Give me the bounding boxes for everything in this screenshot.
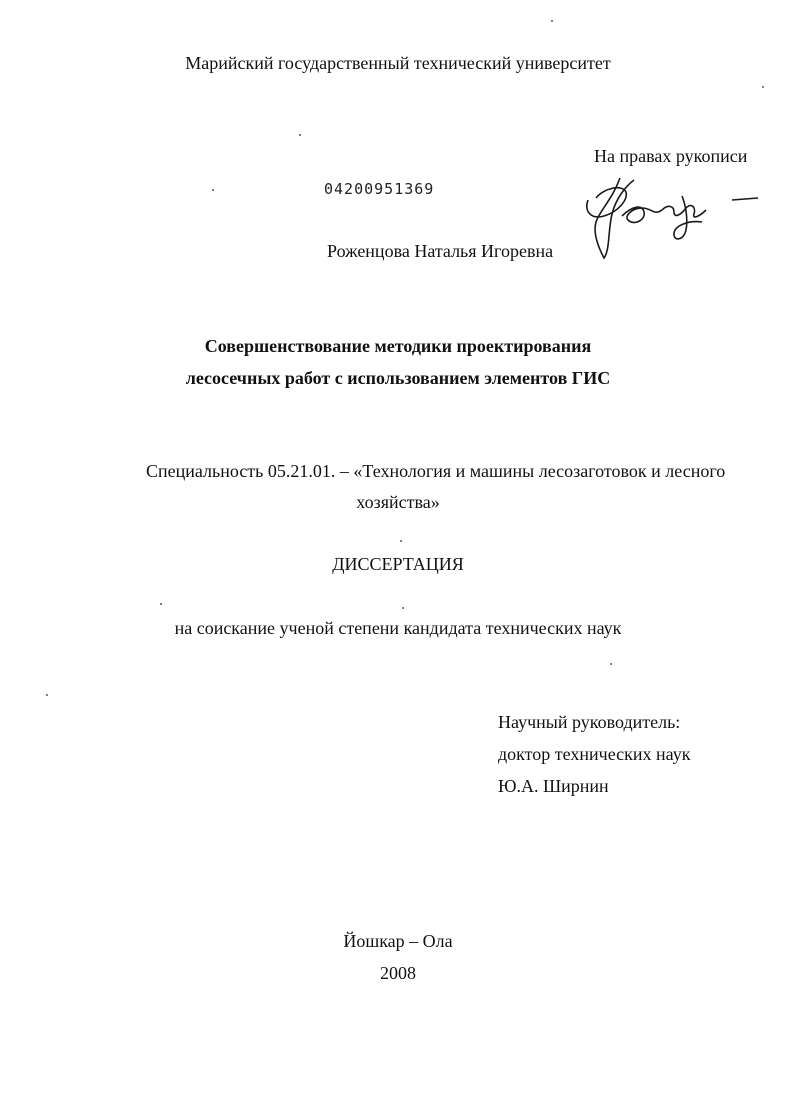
scan-speck — [400, 540, 402, 542]
scan-speck — [212, 189, 214, 191]
specialty-line-2: хозяйства» — [356, 492, 440, 512]
scan-speck — [46, 694, 48, 696]
scan-speck — [160, 603, 162, 605]
dissertation-title-line-2: лесосечных работ с использованием элементов ГИС — [185, 368, 611, 388]
handwritten-signature-icon — [582, 170, 762, 262]
year: 2008 — [380, 963, 416, 983]
scan-speck — [402, 607, 404, 609]
supervisor-heading: Научный руководитель: — [498, 712, 681, 732]
scan-speck — [299, 134, 301, 136]
university-name: Марийский государственный технический университет — [185, 53, 611, 73]
supervisor-degree: доктор технических наук — [498, 744, 691, 764]
specialty-line-1: Специальность 05.21.01. – «Технология и машины лесозаготовок и лесного — [146, 461, 726, 481]
degree-purpose: на соискание ученой степени кандидата технических наук — [174, 618, 622, 638]
author-name: Роженцова Наталья Игоревна — [327, 241, 554, 261]
dissertation-title-line-1: Совершенствование методики проектирования — [204, 336, 592, 356]
scan-speck — [762, 86, 764, 88]
scan-speck — [610, 663, 612, 665]
city-name: Йошкар – Ола — [343, 931, 453, 951]
supervisor-name: Ю.А. Ширнин — [498, 776, 609, 796]
document-type-label: ДИССЕРТАЦИЯ — [332, 554, 464, 574]
catalog-number-stamp: 04200951369 — [324, 180, 435, 198]
scan-speck — [551, 20, 553, 22]
manuscript-rights-note: На правах рукописи — [594, 146, 748, 166]
